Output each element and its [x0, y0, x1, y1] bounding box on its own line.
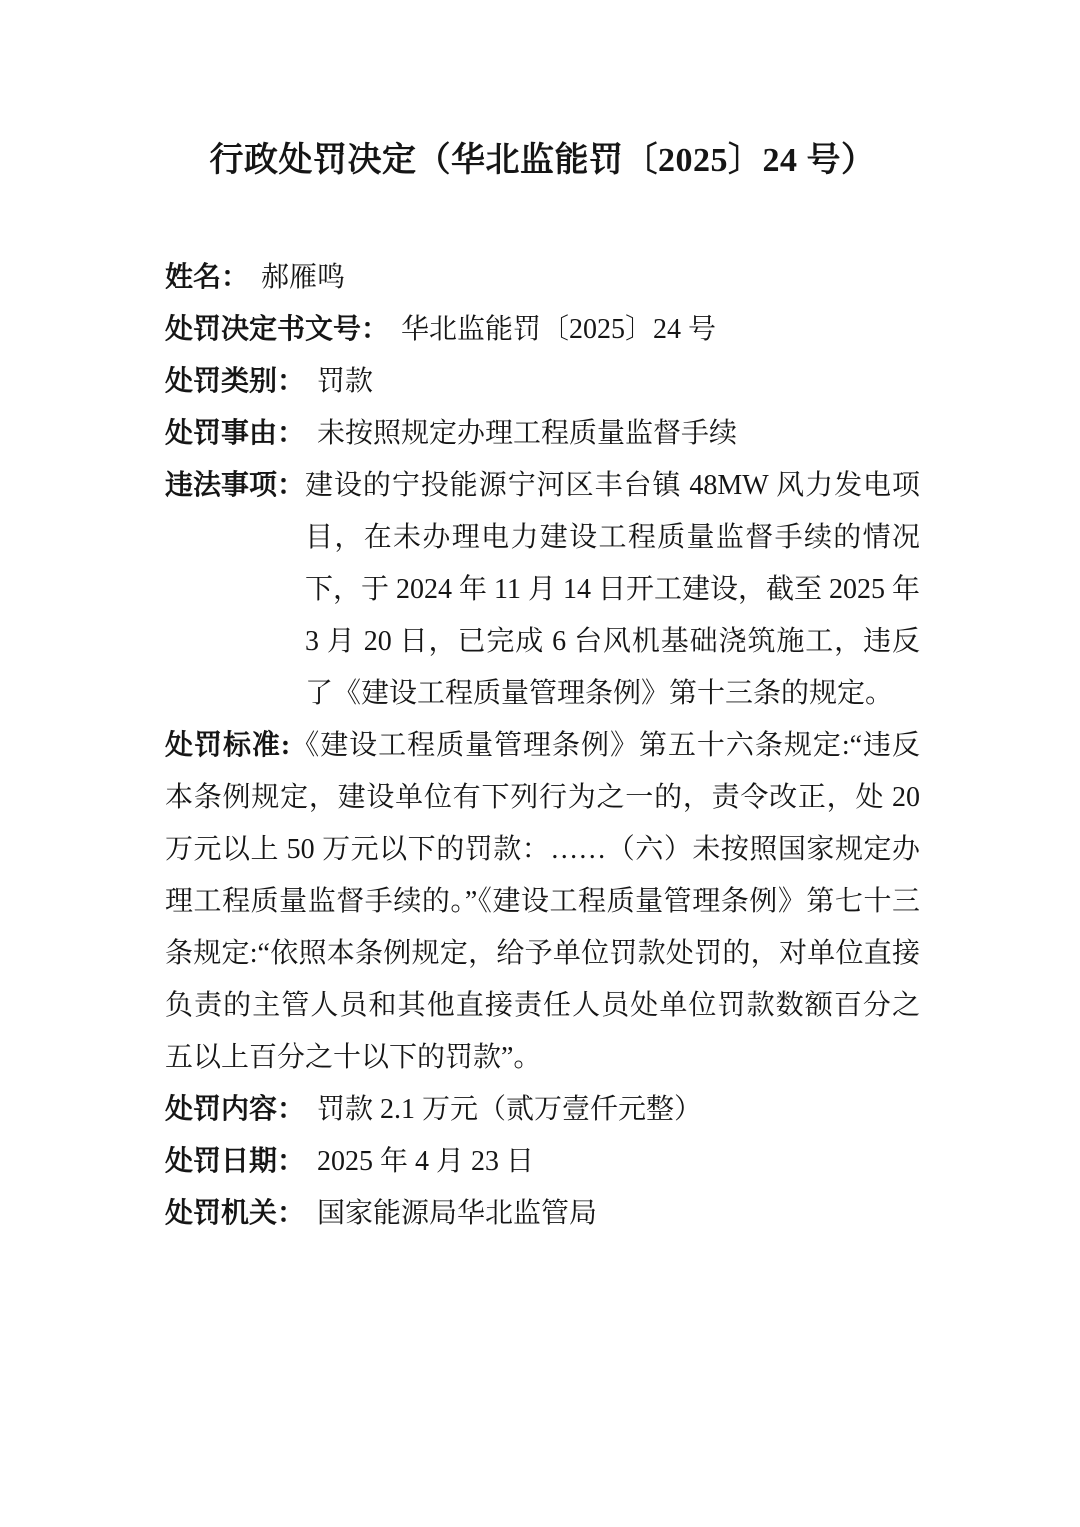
field-name-label: 姓名：: [165, 262, 250, 293]
field-penalty-standard-value: 《建设工程质量管理条例》第五十六条规定:“违反本条例规定，建设单位有下列行为之一的，责令改正，处 20 万元以上 50 万元以下的罚款：……（六）未按照国家规定办理工程质量监督手续的。”《建设工程质量管理条例》第七十三条规定:“依照本条例规定，给予单位罚款处罚的，对单位直接负责的主管人员和其他直接责任人员处单位罚款数额百分之五以上百分之十以下的罚款”。: [165, 730, 920, 1073]
field-penalty-authority-value: 国家能源局华北监管局: [317, 1198, 598, 1229]
field-decision-number: [165, 304, 920, 356]
field-decision-number-value: 华北监能罚〔2025〕24 号: [401, 314, 717, 345]
field-penalty-date-value: 2025 年 4 月 23 日: [317, 1146, 535, 1177]
field-penalty-authority: [165, 1188, 920, 1240]
field-penalty-content: [165, 1084, 920, 1136]
page-title: 行政处罚决定（华北监能罚〔2025〕24 号）: [209, 142, 876, 179]
field-penalty-reason-label: 处罚事由：: [165, 418, 306, 449]
field-penalty-standard-label: 处罚标准:: [165, 730, 291, 761]
field-penalty-content-label: 处罚内容：: [165, 1094, 306, 1125]
field-penalty-reason-value: 未按照规定办理工程质量监督手续: [317, 418, 738, 449]
field-penalty-category: [165, 356, 920, 408]
field-violation: [165, 460, 920, 720]
field-penalty-reason: [165, 408, 920, 460]
field-penalty-category-value: 罚款: [317, 366, 374, 397]
document-body: [165, 252, 920, 1240]
field-decision-number-label: 处罚决定书文号：: [165, 314, 390, 345]
field-violation-value: 建设的宁投能源宁河区丰台镇 48MW 风力发电项目，在未办理电力建设工程质量监督手续的情况下，于 2024 年 11 月 14 日开工建设，截至 2025 年 3 月 20 日，已完成 6 台风机基础浇筑施工，违反了《建设工程质量管理条例》第十三条的规定。: [305, 470, 920, 709]
field-penalty-date: [165, 1136, 920, 1188]
field-penalty-category-label: 处罚类别：: [165, 366, 306, 397]
field-penalty-authority-label: 处罚机关：: [165, 1198, 306, 1229]
field-penalty-standard: [165, 720, 920, 1084]
field-penalty-date-label: 处罚日期：: [165, 1146, 306, 1177]
field-name-value: 郝雁鸣: [261, 262, 346, 293]
field-penalty-content-value: 罚款 2.1 万元（贰万壹仟元整）: [317, 1094, 703, 1125]
field-violation-label: 违法事项：: [165, 470, 306, 501]
field-name: [165, 252, 920, 304]
